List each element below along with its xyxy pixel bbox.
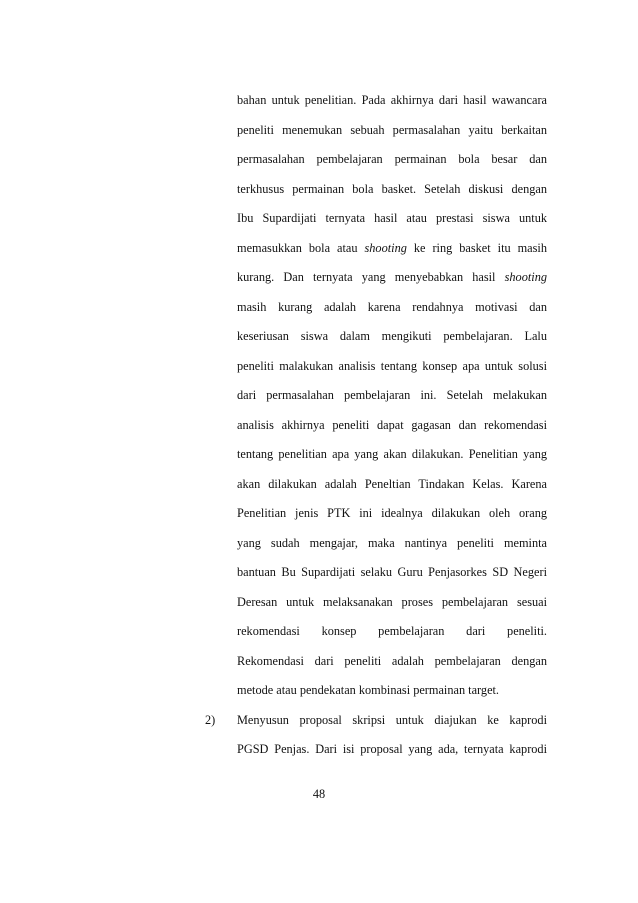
text-line: memasukkan bola atau shooting ke ring basket itu masih [237, 241, 547, 255]
text-line: Penelitian jenis PTK ini idealnya dilakukan oleh orang [237, 506, 547, 520]
text-line: rekomendasi konsep pembelajaran dari peneliti. [237, 624, 547, 638]
text-line: bahan untuk penelitian. Pada akhirnya dari hasil wawancara [237, 93, 547, 107]
text-line: akan dilakukan adalah Peneltian Tindakan Kelas. Karena [237, 477, 547, 491]
italic-term: shooting [364, 241, 407, 255]
text-line: peneliti malakukan analisis tentang konsep apa untuk solusi [237, 359, 547, 373]
list-item-line: PGSD Penjas. Dari isi proposal yang ada, ternyata kaprodi [237, 742, 547, 756]
text-line: Ibu Supardijati ternyata hasil atau prestasi siswa untuk [237, 211, 547, 225]
text-line: Rekomendasi dari peneliti adalah pembelajaran dengan [237, 654, 547, 668]
list-item-number: 2) [205, 713, 216, 727]
text-line: masih kurang adalah karena rendahnya motivasi dan [237, 300, 547, 314]
text-line: metode atau pendekatan kombinasi permainan target. [237, 683, 500, 697]
text-line: yang sudah mengajar, maka nantinya peneliti meminta [237, 536, 547, 550]
italic-term: shooting [504, 270, 547, 284]
text-line: Deresan untuk melaksanakan proses pembelajaran sesuai [237, 595, 547, 609]
text-line: peneliti menemukan sebuah permasalahan yaitu berkaitan [237, 123, 547, 137]
text-line: tentang penelitian apa yang akan dilakukan. Penelitian yang [237, 447, 547, 461]
text-line: bantuan Bu Supardijati selaku Guru Penjasorkes SD Negeri [237, 565, 547, 579]
text-line: terkhusus permainan bola basket. Setelah diskusi dengan [237, 182, 547, 196]
text-line: dari permasalahan pembelajaran ini. Setelah melakukan [237, 388, 547, 402]
text-line: analisis akhirnya peneliti dapat gagasan dan rekomendasi [237, 418, 547, 432]
text-line: kurang. Dan ternyata yang menyebabkan hasil shooting [237, 270, 547, 284]
text-line: permasalahan pembelajaran permainan bola besar dan [237, 152, 547, 166]
text-line: keseriusan siswa dalam mengikuti pembelajaran. Lalu [237, 329, 547, 343]
list-item-line: Menyusun proposal skripsi untuk diajukan ke kaprodi [237, 713, 547, 727]
page-number: 48 [312, 787, 326, 801]
